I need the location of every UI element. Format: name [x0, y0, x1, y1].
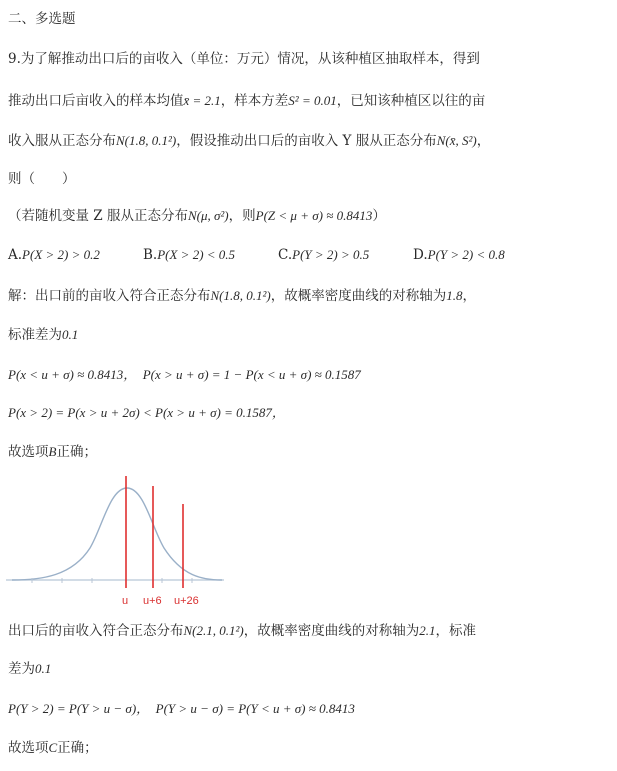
normal-curve-figure: [2, 470, 232, 612]
solution-line-7: [8, 660, 51, 678]
solution-text: 正确；: [57, 740, 98, 756]
solution-line-8: P(Y > 2) = P(Y > u − σ)， P(Y > u − σ) = P(Y < u + σ) ≈ 0.8413: [8, 701, 355, 716]
label-u: u: [122, 595, 129, 607]
option-b: [143, 246, 235, 264]
sample-variance: S² = 0.01: [288, 93, 337, 108]
option-label: B.: [143, 247, 158, 263]
option-a: [8, 246, 100, 264]
question-text: ，: [476, 133, 491, 149]
solution-distribution: N(1.8, 0.1²): [210, 288, 271, 303]
option-d: [413, 246, 505, 264]
solution-line-6: [8, 622, 476, 640]
solution-line-4: P(x > 2) = P(x > u + 2σ) < P(x > u + σ) = 0.1587，: [8, 405, 285, 420]
solution-sd-value-after: 0.1: [35, 661, 52, 676]
distribution-before: N(1.8, 0.1²): [116, 133, 177, 148]
question-line-4: 则（ ）: [8, 171, 76, 187]
option-c: [278, 246, 369, 264]
question-text: 推动出口后亩收入的样本均值: [8, 93, 184, 109]
solution-distribution-after: N(2.1, 0.1²): [183, 623, 244, 638]
hint-text: （若随机变量 Z 服从正态分布: [8, 208, 188, 224]
solution-text: ，: [462, 288, 476, 304]
solution-axis-value-after: 2.1: [419, 623, 436, 638]
option-label: D.: [413, 247, 428, 263]
question-line-1: 9.为了解推动出口后的亩收入（单位：万元）情况，从该种植区抽取样本，得到: [8, 51, 480, 67]
option-label: C.: [278, 247, 293, 263]
sample-mean: x̄ = 2.1: [183, 93, 221, 108]
question-text: ，样本方差: [220, 93, 289, 109]
section-title: 二、多选题: [8, 11, 76, 27]
solution-text: 正确；: [56, 444, 97, 460]
hint-text: ，则: [228, 208, 256, 224]
answer-letter: C: [48, 740, 58, 755]
label-u-plus-two-sigma: u+26: [174, 595, 199, 607]
solution-text: 解：出口前的亩收入符合正态分布: [8, 288, 211, 304]
option-text: P(X > 2) > 0.2: [22, 247, 100, 262]
hint-text: ）: [372, 208, 386, 224]
solution-axis-value: 1.8: [446, 288, 463, 303]
question-line-3: [8, 132, 490, 150]
solution-text: 出口后的亩收入符合正态分布: [8, 623, 184, 639]
hint-distribution: N(μ, σ²): [187, 208, 229, 223]
solution-line-5: [8, 443, 97, 461]
option-text: P(Y > 2) < 0.8: [427, 247, 505, 262]
question-text: 收入服从正态分布: [8, 133, 116, 149]
solution-text: 差为: [8, 661, 35, 677]
question-text: ，已知该种植区以往的亩: [336, 93, 486, 109]
solution-text: ，故概率密度曲线的对称轴为: [270, 288, 447, 304]
solution-text: ，标准: [435, 623, 476, 639]
solution-line-9: [8, 739, 98, 757]
option-text: P(X > 2) < 0.5: [157, 247, 236, 262]
solution-sd-value: 0.1: [62, 327, 79, 342]
solution-text: 标准差为: [8, 327, 62, 343]
normal-density-curve: [12, 488, 222, 580]
answer-letter: B: [48, 444, 57, 459]
label-u-plus-sigma: u+6: [143, 595, 162, 607]
option-text: P(Y > 2) > 0.5: [292, 247, 370, 262]
solution-text: ，故概率密度曲线的对称轴为: [243, 623, 420, 639]
solution-line-3: P(x < u + σ) ≈ 0.8413， P(x > u + σ) = 1 − P(x < u + σ) ≈ 0.1587: [8, 367, 361, 382]
question-line-2: [8, 92, 485, 110]
distribution-after: N(x̄, S²): [436, 133, 477, 148]
solution-text: 故选项: [8, 444, 49, 460]
solution-line-1: [8, 287, 476, 305]
option-label: A.: [8, 247, 23, 263]
solution-text: 故选项: [8, 740, 49, 756]
solution-line-2: [8, 326, 78, 344]
hint-probability: P(Z < μ + σ) ≈ 0.8413: [255, 208, 373, 223]
question-text: ，假设推动出口后的亩收入 Y 服从正态分布: [176, 133, 437, 149]
question-hint: [8, 207, 386, 225]
